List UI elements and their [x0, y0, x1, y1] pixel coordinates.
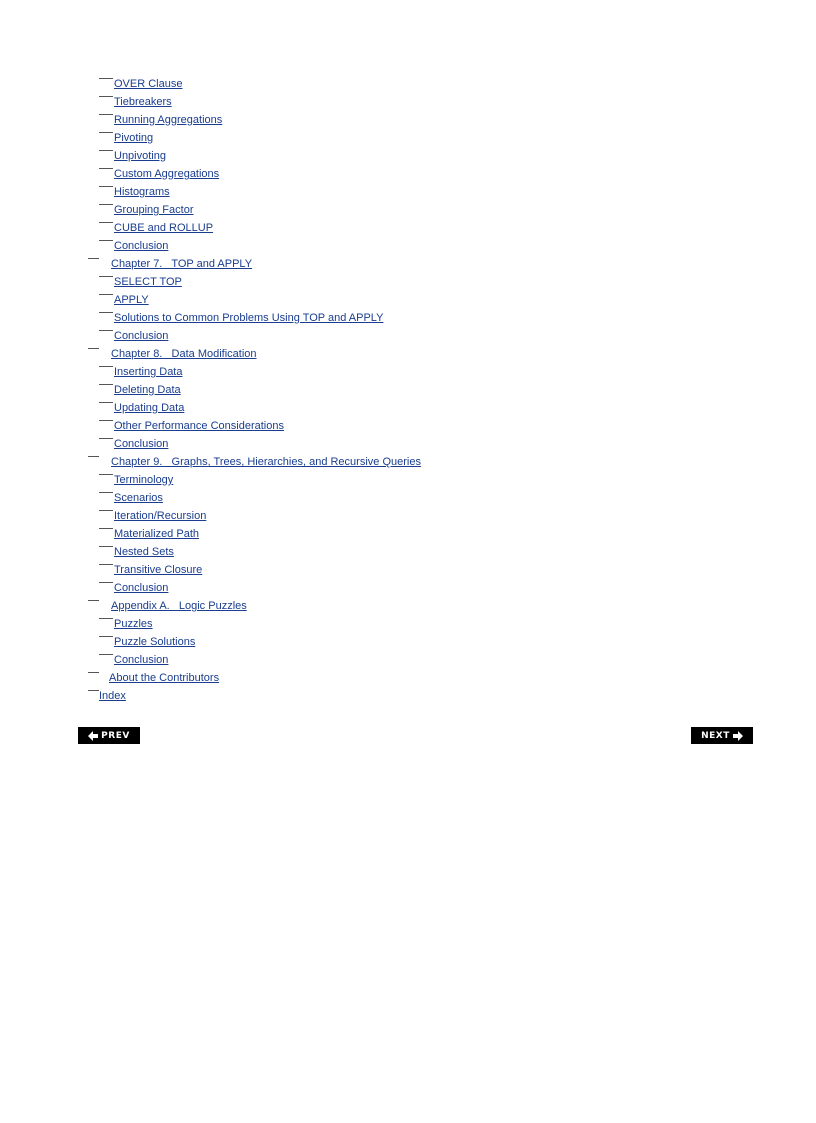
- toc-link[interactable]: Grouping Factor: [114, 204, 194, 216]
- toc-link[interactable]: About the Contributors: [109, 672, 220, 684]
- toc-link[interactable]: Updating Data: [114, 402, 185, 414]
- toc-item: [0, 165, 816, 183]
- toc-link[interactable]: Conclusion: [114, 654, 169, 666]
- toc-link[interactable]: Iteration/Recursion: [114, 510, 207, 522]
- next-label: NEXT: [701, 730, 730, 741]
- toc-item: [0, 399, 816, 417]
- toc-link[interactable]: SELECT TOP: [114, 276, 182, 288]
- toc-link[interactable]: Conclusion: [114, 582, 169, 594]
- tree-connector-icon: [99, 312, 113, 313]
- toc-item: [0, 129, 816, 147]
- toc-link[interactable]: Pivoting: [114, 132, 154, 144]
- tree-connector-icon: [88, 672, 99, 673]
- tree-connector-icon: [88, 600, 99, 601]
- tree-connector-icon: [99, 114, 113, 115]
- next-button[interactable]: [691, 727, 753, 744]
- toc-link[interactable]: Deleting Data: [114, 384, 181, 396]
- tree-connector-icon: [99, 636, 113, 637]
- tree-connector-icon: [99, 186, 113, 187]
- tree-connector-icon: [99, 204, 113, 205]
- toc-item: [0, 435, 816, 453]
- toc-item: [0, 597, 816, 615]
- toc-item: [0, 471, 816, 489]
- tree-connector-icon: [88, 690, 99, 691]
- toc-item: [0, 345, 816, 363]
- tree-connector-icon: [99, 474, 113, 475]
- tree-connector-icon: [99, 546, 113, 547]
- toc-link[interactable]: Histograms: [114, 186, 170, 198]
- toc-link[interactable]: Scenarios: [114, 492, 163, 504]
- toc-item: [0, 327, 816, 345]
- tree-connector-icon: [99, 276, 113, 277]
- toc-item: [0, 291, 816, 309]
- toc-item: [0, 633, 816, 651]
- tree-connector-icon: [99, 222, 113, 223]
- toc-link[interactable]: Terminology: [114, 474, 174, 486]
- tree-connector-icon: [99, 96, 113, 97]
- toc-item: [0, 75, 816, 93]
- tree-connector-icon: [99, 150, 113, 151]
- tree-connector-icon: [99, 330, 113, 331]
- tree-connector-icon: [88, 258, 99, 259]
- toc-link[interactable]: APPLY: [114, 294, 149, 306]
- toc-item: [0, 147, 816, 165]
- tree-connector-icon: [99, 132, 113, 133]
- toc-link[interactable]: CUBE and ROLLUP: [114, 222, 214, 234]
- toc-link[interactable]: Puzzle Solutions: [114, 636, 196, 648]
- toc-link[interactable]: Appendix A. Logic Puzzles: [111, 600, 247, 612]
- toc-link[interactable]: Chapter 9. Graphs, Trees, Hierarchies, and Recursive Queries: [111, 456, 421, 468]
- tree-connector-icon: [99, 366, 113, 367]
- toc-link[interactable]: OVER Clause: [114, 78, 183, 90]
- toc-link[interactable]: Nested Sets: [114, 546, 174, 558]
- tree-connector-icon: [99, 438, 113, 439]
- table-of-contents: [0, 75, 816, 705]
- tree-connector-icon: [99, 528, 113, 529]
- arrow-right-icon: [733, 731, 743, 741]
- prev-label: PREV: [101, 730, 130, 741]
- toc-item: [0, 93, 816, 111]
- toc-link[interactable]: Conclusion: [114, 330, 169, 342]
- tree-connector-icon: [99, 618, 113, 619]
- toc-item: [0, 579, 816, 597]
- toc-item: [0, 561, 816, 579]
- toc-item: [0, 489, 816, 507]
- tree-connector-icon: [99, 654, 113, 655]
- toc-item: [0, 273, 816, 291]
- tree-connector-icon: [99, 510, 113, 511]
- toc-item: [0, 651, 816, 669]
- toc-link[interactable]: Transitive Closure: [114, 564, 203, 576]
- tree-connector-icon: [99, 402, 113, 403]
- toc-link[interactable]: Other Performance Considerations: [114, 420, 284, 432]
- tree-connector-icon: [88, 456, 99, 457]
- toc-item: [0, 417, 816, 435]
- toc-item: [0, 201, 816, 219]
- tree-connector-icon: [99, 78, 113, 79]
- tree-connector-icon: [88, 348, 99, 349]
- toc-link[interactable]: Chapter 7. TOP and APPLY: [111, 258, 253, 270]
- toc-link[interactable]: Unpivoting: [114, 150, 166, 162]
- toc-item: [0, 309, 816, 327]
- tree-connector-icon: [99, 582, 113, 583]
- tree-connector-icon: [99, 384, 113, 385]
- tree-connector-icon: [99, 564, 113, 565]
- toc-link[interactable]: Custom Aggregations: [114, 168, 220, 180]
- toc-link[interactable]: Conclusion: [114, 240, 169, 252]
- toc-link[interactable]: Index: [99, 690, 126, 702]
- toc-link[interactable]: Tiebreakers: [114, 96, 172, 108]
- toc-item: [0, 453, 816, 471]
- tree-connector-icon: [99, 294, 113, 295]
- toc-link[interactable]: Chapter 8. Data Modification: [111, 348, 257, 360]
- toc-item: [0, 615, 816, 633]
- tree-connector-icon: [99, 420, 113, 421]
- tree-connector-icon: [99, 168, 113, 169]
- toc-item: [0, 255, 816, 273]
- tree-connector-icon: [99, 492, 113, 493]
- toc-item: [0, 381, 816, 399]
- toc-item: [0, 111, 816, 129]
- tree-connector-icon: [99, 240, 113, 241]
- toc-item: [0, 543, 816, 561]
- toc-link[interactable]: Conclusion: [114, 438, 169, 450]
- toc-item: [0, 669, 816, 687]
- toc-item: [0, 363, 816, 381]
- arrow-left-icon: [88, 731, 98, 741]
- toc-item: [0, 525, 816, 543]
- toc-item: [0, 183, 816, 201]
- toc-item: [0, 219, 816, 237]
- toc-link[interactable]: Inserting Data: [114, 366, 183, 378]
- toc-link[interactable]: Puzzles: [114, 618, 153, 630]
- toc-item: [0, 507, 816, 525]
- toc-link[interactable]: Running Aggregations: [114, 114, 223, 126]
- prev-button[interactable]: [78, 727, 140, 744]
- toc-link[interactable]: Materialized Path: [114, 528, 199, 540]
- toc-link[interactable]: Solutions to Common Problems Using TOP and APPLY: [114, 312, 384, 324]
- toc-item: [0, 687, 816, 705]
- toc-item: [0, 237, 816, 255]
